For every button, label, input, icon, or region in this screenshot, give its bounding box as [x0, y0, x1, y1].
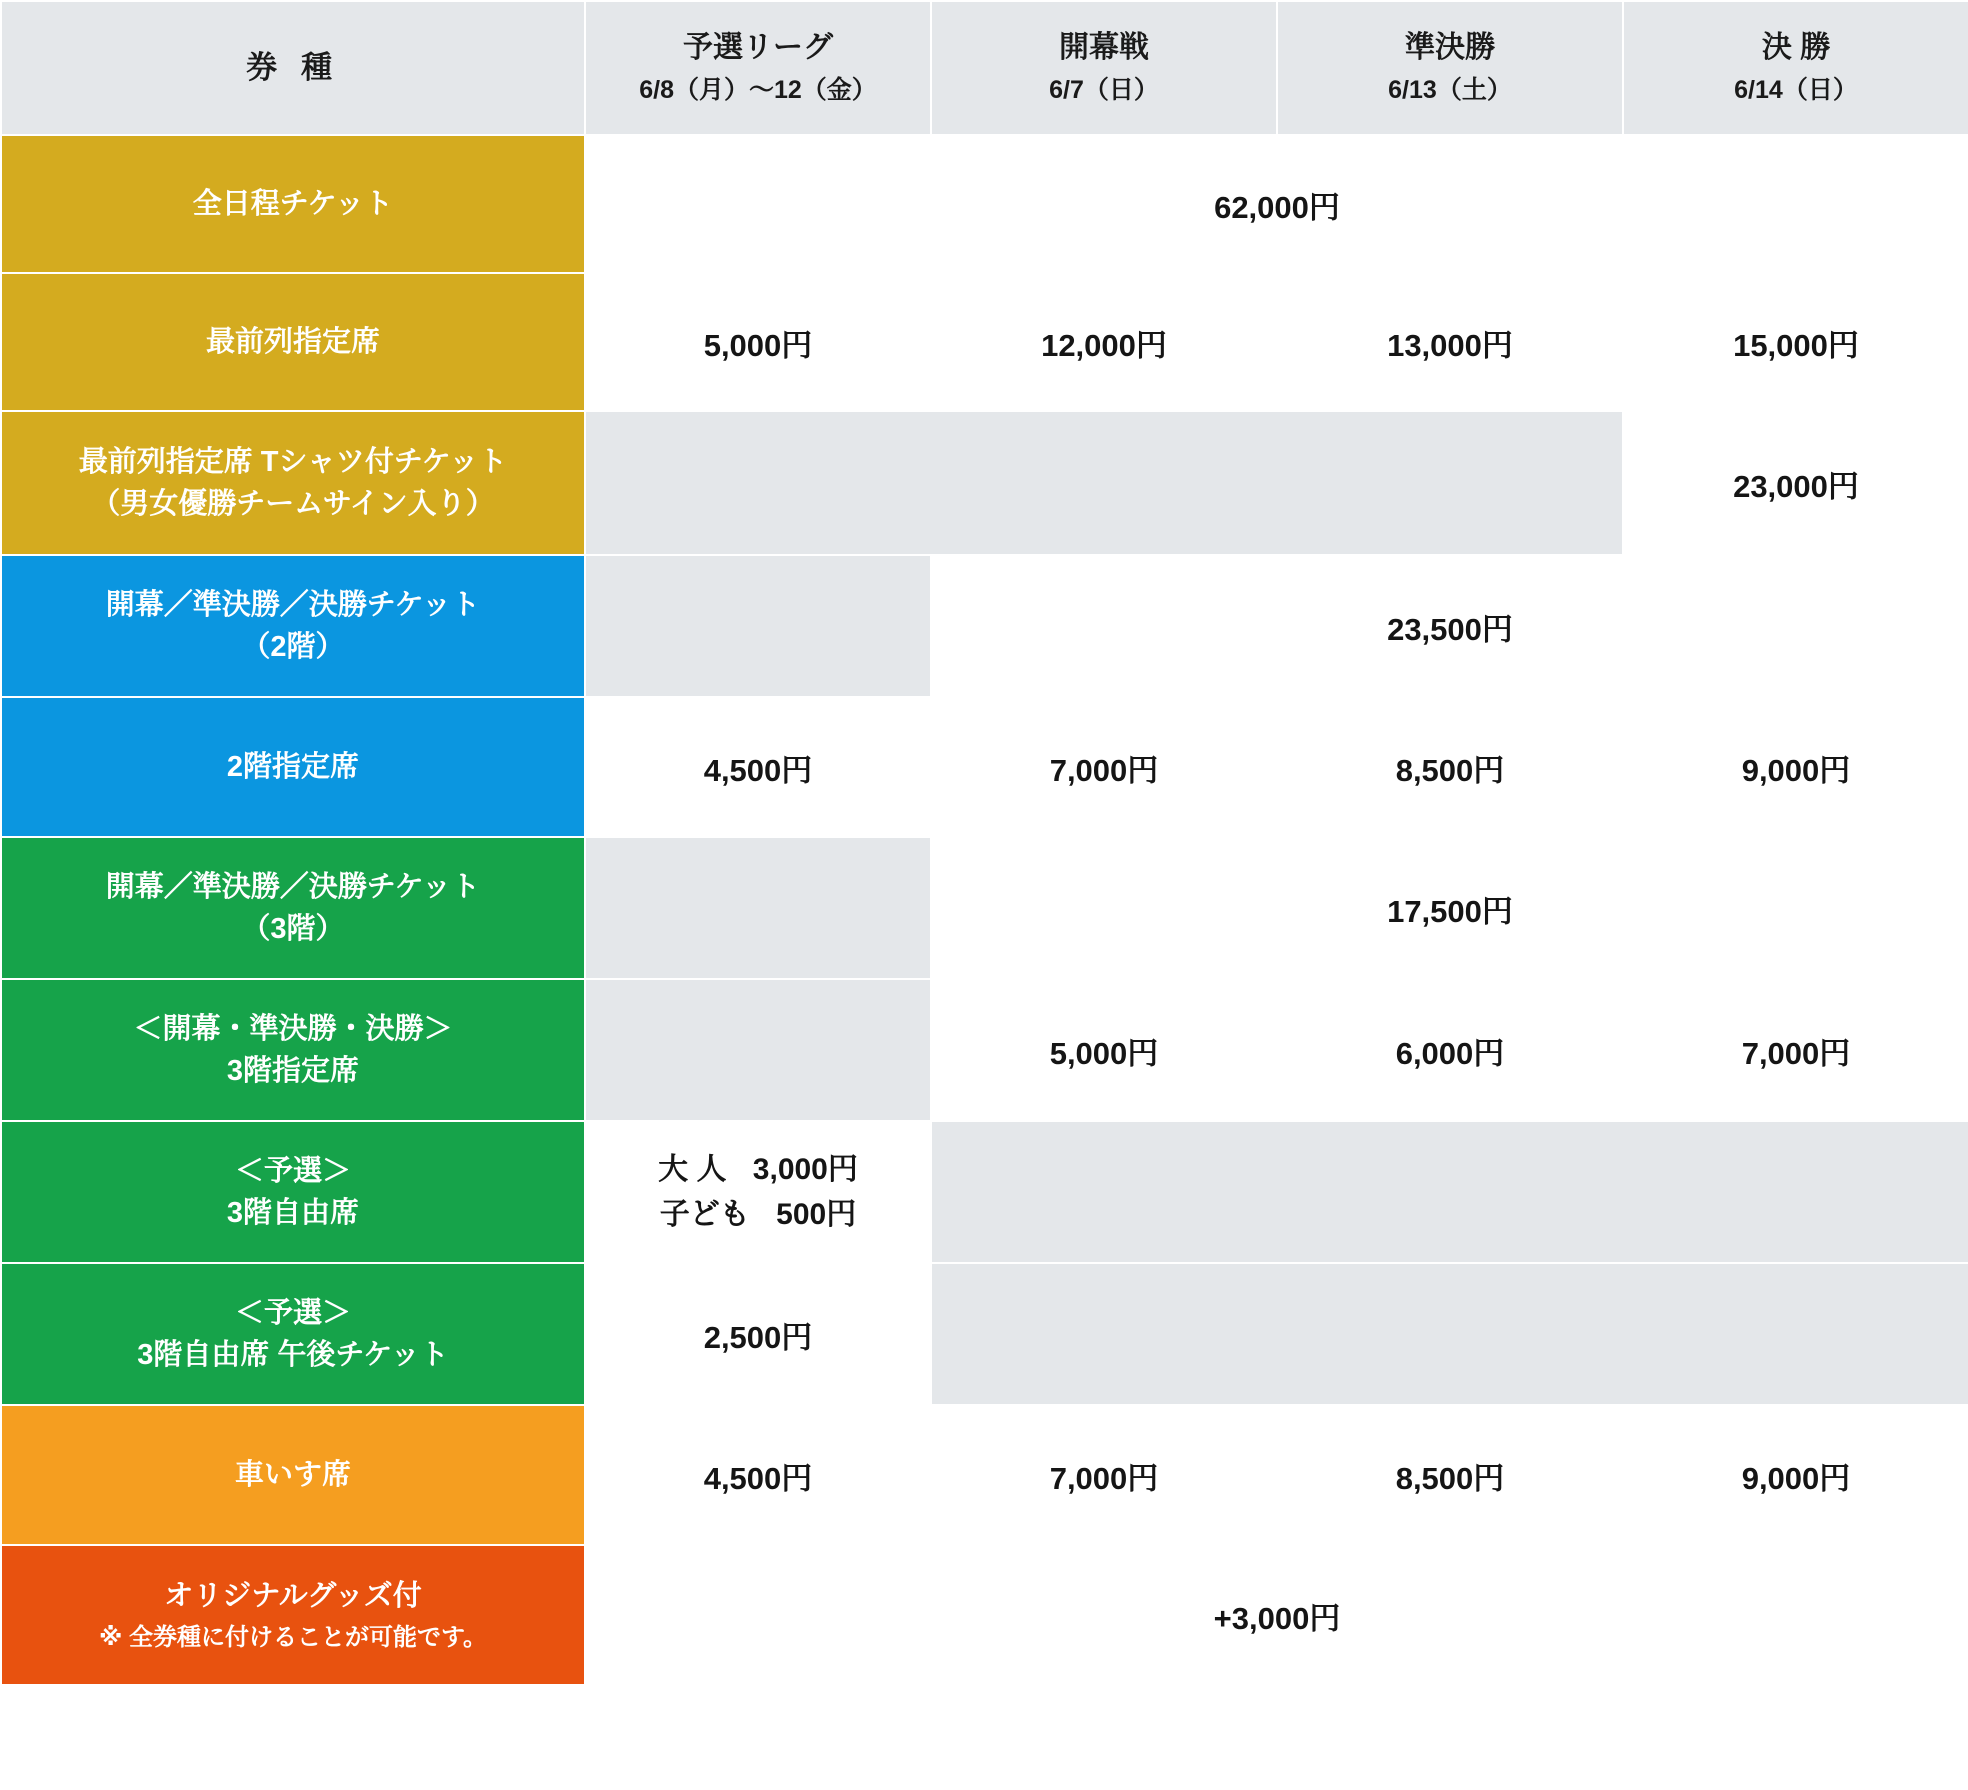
price-combo-3f-unavailable: [585, 837, 931, 979]
row-label-original-goods-line1: オリジナルグッズ付: [164, 1579, 422, 1612]
row-label-original-goods: [1, 1545, 585, 1685]
price-front-row-tshirt-unavailable: [585, 411, 1623, 555]
column-header-preliminary: [585, 1, 931, 135]
price-2f-reserved-preliminary: 4,500円: [585, 697, 931, 837]
price-wheelchair-final: 9,000円: [1623, 1405, 1968, 1545]
price-front-row-opening: 12,000円: [931, 273, 1277, 411]
price-3f-reserved-final: 7,000円: [1623, 979, 1968, 1121]
row-label-combo-2f: [1, 555, 585, 697]
price-3f-unreserved-adult-value: 3,000円: [752, 1153, 858, 1186]
price-2f-reserved-final: 9,000円: [1623, 697, 1968, 837]
price-3f-unreserved-child-value: 500円: [776, 1198, 857, 1231]
row-label-3f-unreserved-afternoon-line1: ＜予選＞: [234, 1296, 351, 1329]
price-3f-reserved-semifinal: 6,000円: [1277, 979, 1623, 1121]
table-header: [1, 1, 1968, 135]
column-header-semifinal-title: 準決勝: [1405, 30, 1495, 64]
column-header-final: [1623, 1, 1968, 135]
row-label-front-row-tshirt: [1, 411, 585, 555]
price-front-row-final: 15,000円: [1623, 273, 1968, 411]
row-label-3f-reserved-line2: 3階指定席: [226, 1055, 360, 1087]
price-3f-unreserved-afternoon-preliminary: 2,500円: [585, 1263, 931, 1405]
table-row: [1, 555, 1968, 697]
row-label-3f-unreserved-afternoon-line2: 3階自由席 午後チケット: [137, 1339, 449, 1371]
price-3f-unreserved-preliminary: [585, 1121, 931, 1263]
row-label-3f-unreserved-line1: ＜予選＞: [234, 1154, 351, 1187]
price-wheelchair-preliminary: 4,500円: [585, 1405, 931, 1545]
row-label-combo-2f-line2: （2階）: [241, 631, 345, 663]
column-header-opening-title: 開幕戦: [1059, 30, 1149, 64]
column-header-final-date: 6/14（日）: [1734, 76, 1858, 105]
table-body: [1, 135, 1968, 1685]
price-3f-unreserved-adult-label: 大 人: [658, 1153, 727, 1186]
price-3f-unreserved-child-label: 子ども: [659, 1198, 750, 1231]
column-header-preliminary-date: 6/8（月）〜12（金）: [639, 76, 877, 105]
table-row: [1, 273, 1968, 411]
row-label-3f-unreserved-afternoon: [1, 1263, 585, 1405]
row-label-wheelchair: 車いす席: [1, 1405, 585, 1545]
price-3f-unreserved-child: [586, 1192, 930, 1237]
row-label-3f-reserved: [1, 979, 585, 1121]
row-label-all-schedule: 全日程チケット: [1, 135, 585, 273]
price-front-row-tshirt-final: 23,000円: [1623, 411, 1968, 555]
price-combo-2f-unavailable: [585, 555, 931, 697]
row-label-3f-unreserved-line2: 3階自由席: [226, 1197, 360, 1229]
table-row: [1, 135, 1968, 273]
price-2f-reserved-opening: 7,000円: [931, 697, 1277, 837]
table-row: [1, 1121, 1968, 1263]
table-row: [1, 837, 1968, 979]
row-label-2f-reserved: 2階指定席: [1, 697, 585, 837]
price-3f-reserved-unavailable: [585, 979, 931, 1121]
price-2f-reserved-semifinal: 8,500円: [1277, 697, 1623, 837]
table-row: [1, 979, 1968, 1121]
column-header-opening-date: 6/7（日）: [1049, 76, 1159, 105]
column-header-semifinal-date: 6/13（土）: [1388, 76, 1512, 105]
column-header-final-title: 決 勝: [1761, 30, 1831, 64]
row-label-front-row-tshirt-line2: （男女優勝チームサイン入り）: [91, 488, 495, 520]
table-row: [1, 1263, 1968, 1405]
price-front-row-semifinal: 13,000円: [1277, 273, 1623, 411]
table-row: [1, 697, 1968, 837]
price-wheelchair-opening: 7,000円: [931, 1405, 1277, 1545]
row-label-front-row-tshirt-line1: 最前列指定席 Tシャツ付チケット: [78, 445, 508, 478]
table-row: [1, 1405, 1968, 1545]
row-label-combo-3f: [1, 837, 585, 979]
row-label-combo-3f-line2: （3階）: [241, 913, 345, 945]
column-header-preliminary-title: 予選リーグ: [683, 30, 833, 64]
price-combo-3f-three-days: 17,500円: [931, 837, 1968, 979]
price-3f-unreserved-unavailable: [931, 1121, 1968, 1263]
price-3f-unreserved-afternoon-unavailable: [931, 1263, 1968, 1405]
row-label-3f-reserved-line1: ＜開幕・準決勝・決勝＞: [133, 1012, 453, 1045]
price-3f-reserved-opening: 5,000円: [931, 979, 1277, 1121]
column-header-opening: [931, 1, 1277, 135]
column-header-semifinal: [1277, 1, 1623, 135]
table-row: [1, 1545, 1968, 1685]
price-combo-2f-three-days: 23,500円: [931, 555, 1968, 697]
table-header-row: [1, 1, 1968, 135]
row-label-original-goods-note: ※ 全券種に付けることが可能です。: [98, 1623, 488, 1651]
row-label-combo-2f-line1: 開幕／準決勝／決勝チケット: [105, 588, 481, 621]
price-wheelchair-semifinal: 8,500円: [1277, 1405, 1623, 1545]
price-all-schedule-all-days: 62,000円: [585, 135, 1968, 273]
column-header-ticket-type: 券 種: [1, 1, 585, 135]
table-row: [1, 411, 1968, 555]
row-label-front-row-reserved: 最前列指定席: [1, 273, 585, 411]
row-label-combo-3f-line1: 開幕／準決勝／決勝チケット: [105, 870, 481, 903]
price-original-goods-all: +3,000円: [585, 1545, 1968, 1685]
row-label-3f-unreserved: [1, 1121, 585, 1263]
price-front-row-preliminary: 5,000円: [585, 273, 931, 411]
price-3f-unreserved-adult: [586, 1147, 930, 1192]
